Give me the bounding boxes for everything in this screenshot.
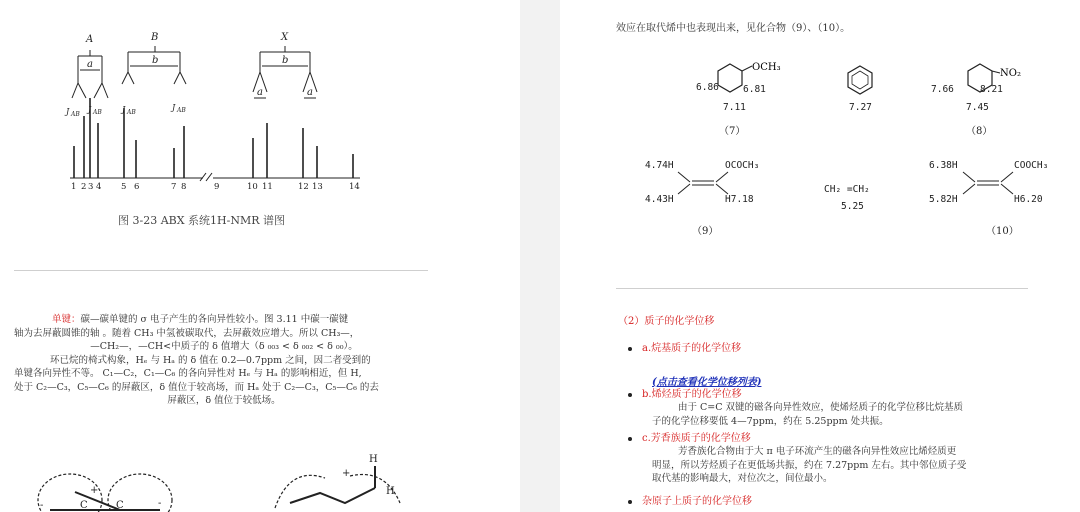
peak-number: 9 bbox=[214, 182, 220, 192]
peak-number: 10 bbox=[247, 182, 258, 192]
shift-value: 6.81 bbox=[743, 84, 766, 95]
methoxy-group: OCH₃ bbox=[752, 62, 781, 73]
intro-line: 效应在取代烯中也表现出来，见化合物（9）、（10）。 bbox=[616, 23, 851, 34]
peak-number: 12 bbox=[298, 182, 309, 192]
list-item-a bbox=[628, 342, 741, 355]
list-item-label: 杂原子上质子的化学位移 bbox=[642, 496, 752, 507]
single-bond-heading: 单键： bbox=[52, 314, 81, 325]
h-shift: H7.18 bbox=[725, 194, 754, 205]
divider bbox=[616, 288, 1028, 289]
compound-9-structure bbox=[670, 166, 740, 200]
j-sub: AB bbox=[127, 109, 136, 116]
peak-number: 14 bbox=[349, 182, 360, 192]
text-line: 处于 C₂—C₃，C₅—C₆ 的屏蔽区，δ 值位于较高场，而 Hₐ 处于 C₂—C₃，C₅—C₆ 的去 bbox=[14, 381, 379, 393]
coupling-label: a bbox=[307, 87, 313, 98]
h-shift: 6.38H bbox=[929, 160, 958, 171]
carbon-label: C bbox=[80, 500, 88, 511]
text-line: 芳香族化合物由于大 π 电子环流产生的磁各向异性效应比烯烃质更 bbox=[678, 446, 957, 457]
right-page bbox=[560, 0, 1080, 512]
j-label: J bbox=[66, 107, 70, 116]
compound-number: （7） bbox=[719, 126, 746, 137]
list-item-label: a.烷基质子的化学位移 bbox=[642, 343, 742, 354]
shift-value: 7.45 bbox=[966, 102, 989, 113]
bullet-icon bbox=[628, 393, 632, 397]
plus-sign: + bbox=[90, 485, 99, 496]
hydrogen-label: H bbox=[369, 454, 378, 465]
peak-number: 2 bbox=[81, 182, 87, 192]
section-title: （2）质子的化学位移 bbox=[618, 316, 715, 327]
page-gutter bbox=[520, 0, 560, 512]
ethylene-formula: CH₂ =CH₂ bbox=[824, 184, 870, 195]
anisotropy-cone-sketch bbox=[20, 448, 440, 512]
h-shift: 5.82H bbox=[929, 194, 958, 205]
compound-10-structure bbox=[955, 166, 1025, 200]
compound-number: （9） bbox=[692, 226, 719, 237]
coupling-label: a bbox=[87, 59, 93, 70]
text-line: 单键各向异性不等。 C₁—C₂，C₁—C₆ 的各向异性对 Hₑ 与 Hₐ 的影响相近，但 H, bbox=[14, 368, 362, 379]
text-line: 碳—碳单键的 σ 电子产生的各向异性较小。图 3.11 中碳一碳键 bbox=[80, 314, 349, 325]
ester-group: COOCH₃ bbox=[1014, 160, 1049, 171]
peak-number: 4 bbox=[96, 182, 102, 192]
bullet-icon bbox=[628, 437, 632, 441]
compound-number: （10） bbox=[986, 226, 1019, 237]
compound-number: （8） bbox=[966, 126, 993, 137]
benzene-structure bbox=[840, 62, 880, 100]
peak-number: 11 bbox=[262, 182, 273, 192]
text-line: 屏蔽区，δ 值位于较低场。 bbox=[167, 395, 281, 406]
peak-number: 1 bbox=[71, 182, 77, 192]
divider bbox=[14, 270, 428, 271]
coupling-label: b bbox=[152, 55, 159, 66]
j-label: J bbox=[88, 105, 92, 114]
hydrogen-label: H bbox=[386, 486, 395, 497]
text-line: 取代基的影响最大，对位次之，间位最小。 bbox=[652, 473, 833, 484]
list-item-c bbox=[628, 432, 751, 445]
h-shift: 4.43H bbox=[645, 194, 674, 205]
shift-value: 7.27 bbox=[849, 102, 872, 113]
bullet-icon bbox=[628, 347, 632, 351]
list-item-b bbox=[628, 388, 742, 401]
acetoxy-group: OCOCH₃ bbox=[725, 160, 760, 171]
text-line: 明显，所以芳烃质子在更低场共振，约在 7.27ppm 左右。其中邻位质子受 bbox=[652, 459, 967, 471]
nitro-group: NO₂ bbox=[1000, 68, 1021, 79]
group-label-a: A bbox=[86, 34, 94, 45]
plus-sign: + bbox=[342, 468, 351, 479]
text-line: 由于 C=C 双键的磁各向异性效应，使烯烃质子的化学位移比烷基质 bbox=[678, 402, 964, 413]
peak-number: 13 bbox=[312, 182, 323, 192]
left-page bbox=[0, 0, 520, 512]
figure-caption: 图 3-23 ABX 系统1H-NMR 谱图 bbox=[118, 214, 286, 227]
list-item-d bbox=[628, 495, 752, 508]
j-sub: AB bbox=[177, 107, 186, 114]
group-label-b: B bbox=[151, 32, 159, 43]
peak-number: 3 bbox=[88, 182, 94, 192]
single-bond-paragraph bbox=[14, 313, 434, 408]
text-line: 环已烷的椅式构象，Hₑ 与 Hₐ 的 δ 值在 0.2—0.7ppm 之间，因二者受到的 bbox=[50, 354, 371, 366]
text-line: 轴为去屏蔽圆锥的轴 。随着 CH₃ 中氢被碳取代，去屏蔽效应增大。所以 CH₃—， bbox=[14, 327, 360, 339]
shift-value: 7.11 bbox=[723, 102, 746, 113]
h-shift: H6.20 bbox=[1014, 194, 1043, 205]
h-shift: 4.74H bbox=[645, 160, 674, 171]
j-sub: AB bbox=[93, 109, 102, 116]
peak-number: 7 bbox=[171, 182, 177, 192]
list-item-label: b.烯烃质子的化学位移 bbox=[642, 389, 742, 400]
j-label: J bbox=[122, 105, 126, 114]
shift-value: 6.86 bbox=[696, 82, 719, 93]
nmr-abx-diagram bbox=[60, 28, 380, 193]
group-label-x: X bbox=[281, 32, 289, 43]
list-item-label: c.芳香族质子的化学位移 bbox=[642, 433, 751, 444]
j-sub: AB bbox=[71, 111, 80, 118]
shift-value: 8.21 bbox=[980, 84, 1003, 95]
text-line: 子的化学位移要低 4—7ppm，约在 5.25ppm 处共振。 bbox=[652, 415, 889, 427]
coupling-label: a bbox=[257, 87, 263, 98]
carbon-label: C bbox=[116, 500, 124, 511]
coupling-label: b bbox=[282, 55, 289, 66]
peak-number: 6 bbox=[134, 182, 140, 192]
text-line: —CH₂—，—CH<中质子的 δ 值增大（δ ₀₀₃ < δ ₀₀₂ < δ ₀₀）。 bbox=[90, 341, 358, 352]
minus-sign: - bbox=[40, 500, 44, 511]
peak-number: 5 bbox=[121, 182, 127, 192]
item-b-text bbox=[652, 401, 1052, 428]
shift-value: 5.25 bbox=[841, 201, 864, 212]
minus-sign: - bbox=[158, 498, 162, 509]
chemical-shift-table-link[interactable]: (点击查看化学位移列表) bbox=[652, 377, 762, 388]
shift-value: 7.66 bbox=[931, 84, 954, 95]
j-label: J bbox=[172, 103, 176, 112]
item-c-text bbox=[652, 445, 1052, 486]
peak-number: 8 bbox=[181, 182, 187, 192]
bullet-icon bbox=[628, 500, 632, 504]
